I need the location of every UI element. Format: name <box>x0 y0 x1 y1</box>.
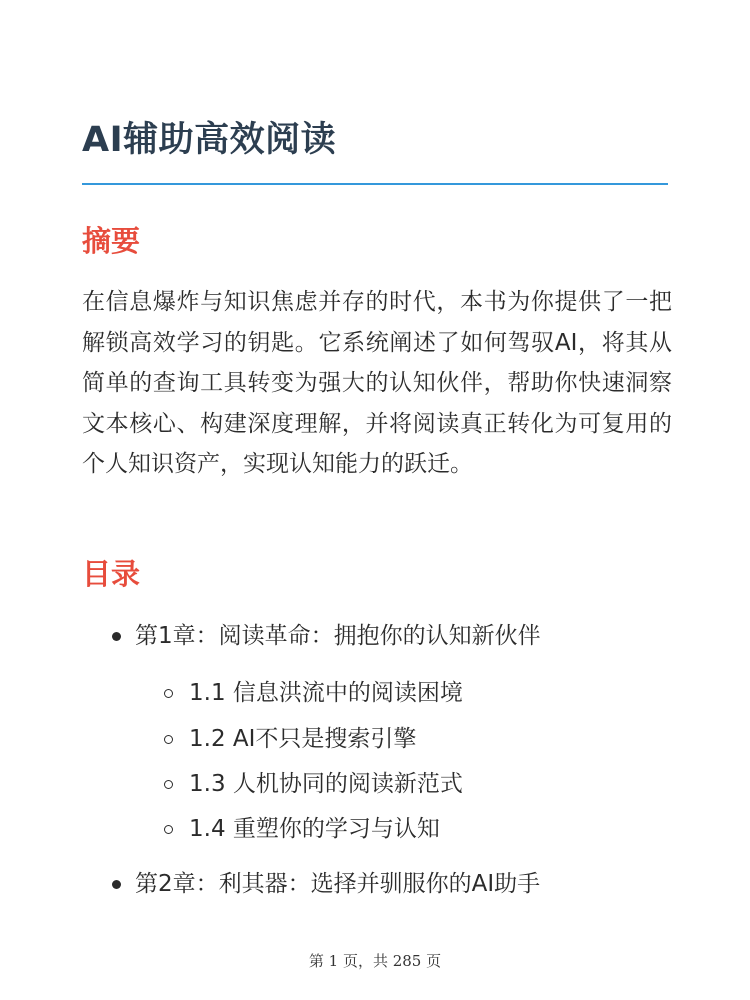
toc-section-1-2[interactable]: 1.2 AI不只是搜索引擎 <box>189 726 417 752</box>
toc-section-1-1[interactable]: 1.1 信息洪流中的阅读困境 <box>189 680 463 706</box>
toc-bullet-disc <box>112 632 121 641</box>
title-divider <box>82 183 668 185</box>
page-number-footer: 第 1 页，共 285 页 <box>308 952 442 970</box>
abstract-heading: 摘要 <box>82 224 141 258</box>
toc-section-1-4[interactable]: 1.4 重塑你的学习与认知 <box>189 816 440 842</box>
toc-heading: 目录 <box>82 557 141 591</box>
abstract-paragraph: 在信息爆炸与知识焦虑并存的时代，本书为你提供了一把解锁高效学习的钥匙。它系统阐述了如何驾驭AI，将其从简单的查询工具转变为强大的认知伙伴，帮助你快速洞察文本核心、构建深度理解，并将阅读真正转化为可复用的个人知识资产，实现认知能力的跃迁。 <box>82 289 672 478</box>
toc-section-1-3[interactable]: 1.3 人机协同的阅读新范式 <box>189 771 463 797</box>
toc-chapter-2[interactable]: 第2章：利其器：选择并驯服你的AI助手 <box>135 871 541 897</box>
toc-bullet-circle <box>164 735 173 744</box>
toc-bullet-circle <box>164 825 173 834</box>
toc-bullet-circle <box>164 780 173 789</box>
toc-bullet-disc <box>112 880 121 889</box>
toc-chapter-1[interactable]: 第1章：阅读革命：拥抱你的认知新伙伴 <box>135 623 541 649</box>
document-title: AI辅助高效阅读 <box>82 120 337 160</box>
toc-bullet-circle <box>164 689 173 698</box>
